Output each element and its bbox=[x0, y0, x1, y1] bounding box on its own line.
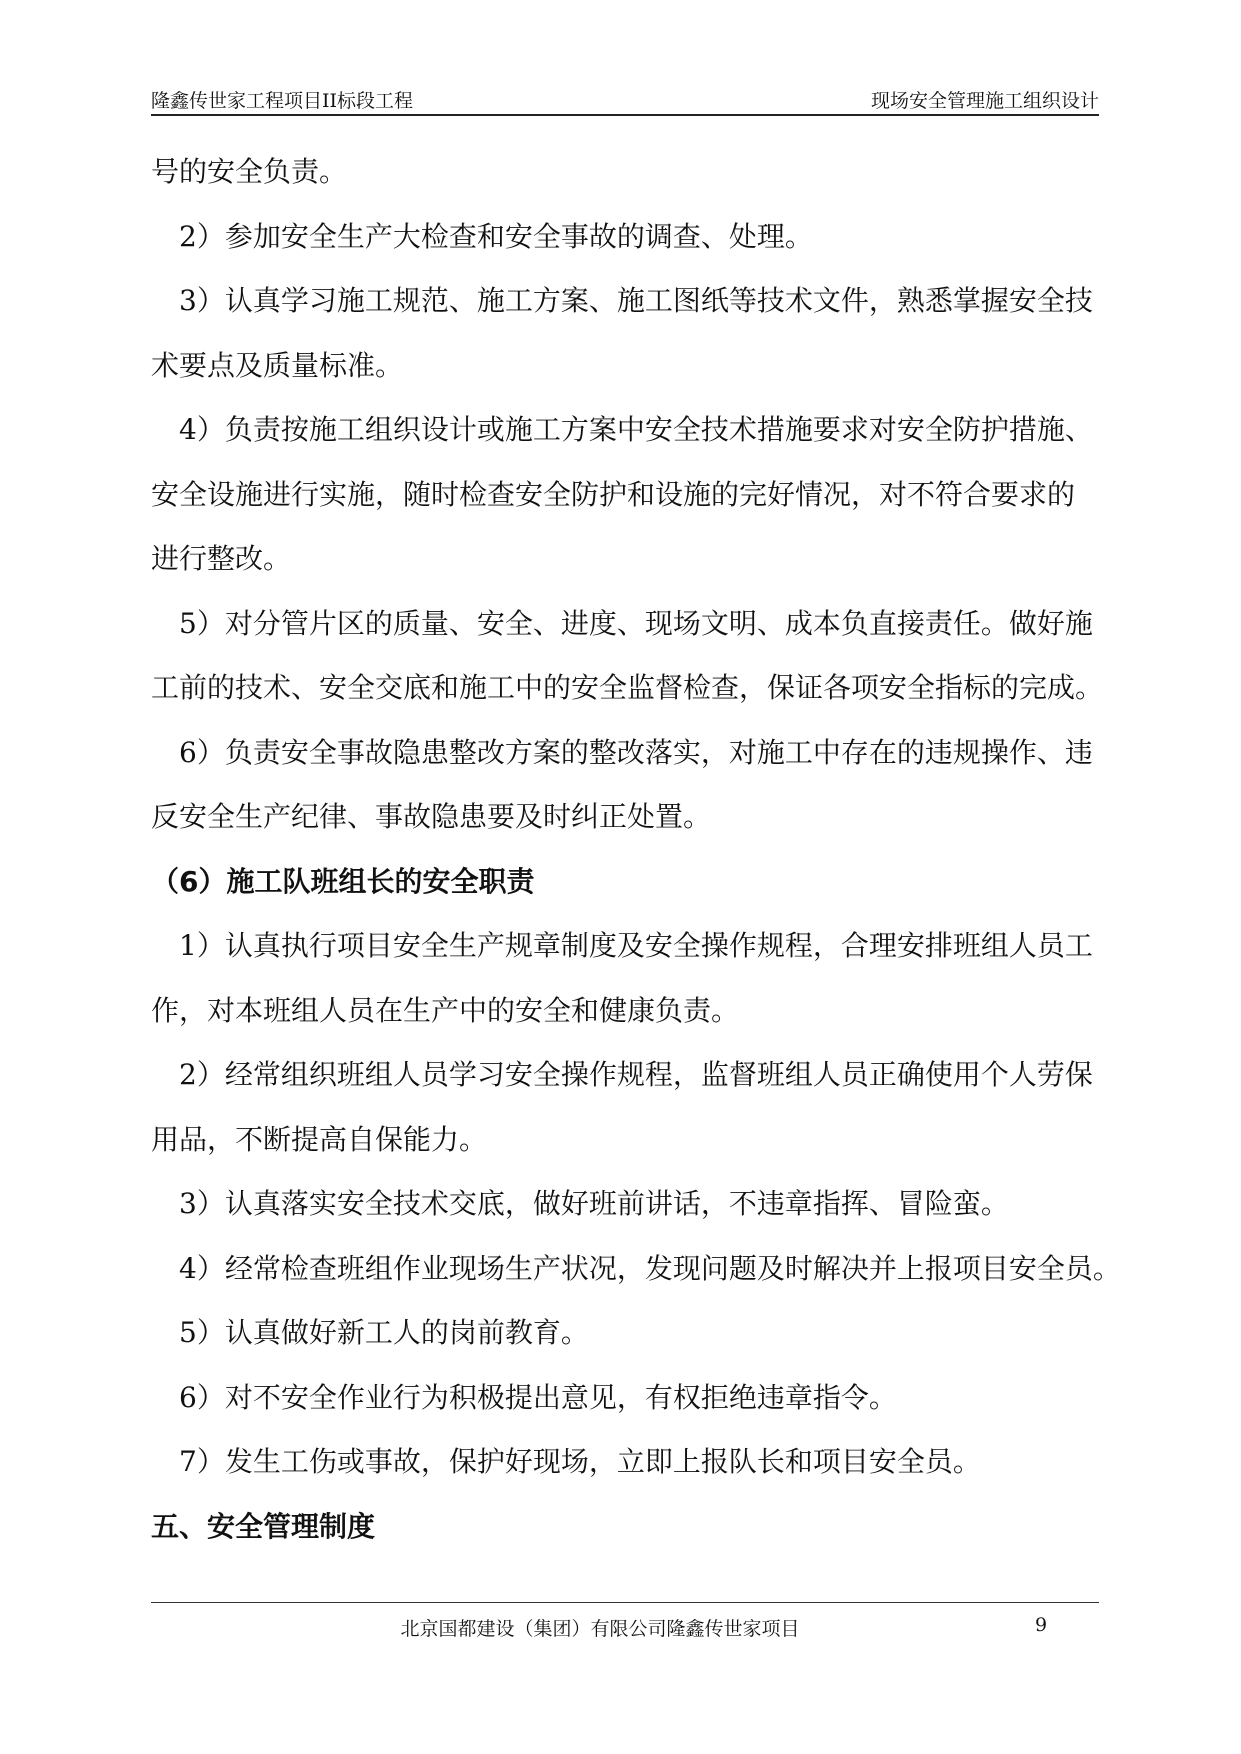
text-line: 用品，不断提高自保能力。 bbox=[151, 1122, 488, 1156]
header-project-title: 隆鑫传世家工程项目II标段工程 bbox=[151, 90, 414, 112]
page-body bbox=[151, 151, 1121, 1570]
header-document-title: 现场安全管理施工组织设计 bbox=[870, 90, 1099, 112]
text-line: 1）认真执行项目安全生产规章制度及安全操作规程，合理安排班组人员工 bbox=[179, 929, 1093, 962]
text-line: 2）经常组织班组人员学习安全操作规程，监督班组人员正确使用个人劳保 bbox=[179, 1058, 1093, 1091]
footer-divider bbox=[151, 1602, 1099, 1603]
text-line: 3）认真学习施工规范、施工方案、施工图纸等技术文件，熟悉掌握安全技 bbox=[179, 284, 1093, 317]
footer-company: 北京国都建设（集团）有限公司隆鑫传世家项目 bbox=[400, 1618, 800, 1640]
header-divider bbox=[151, 114, 1099, 116]
text-line: 作，对本班组人员在生产中的安全和健康负责。 bbox=[151, 993, 740, 1027]
text-line: 进行整改。 bbox=[151, 542, 292, 575]
text-line: 反安全生产纪律、事故隐患要及时纠正处置。 bbox=[151, 800, 712, 833]
text-line: 2）参加安全生产大检查和安全事故的调查、处理。 bbox=[179, 219, 813, 253]
text-line: 4）负责按施工组织设计或施工方案中安全技术措施要求对安全防护措施、 bbox=[179, 413, 1093, 446]
page-number: 9 bbox=[1035, 1614, 1048, 1636]
text-line: 号的安全负责。 bbox=[151, 155, 348, 188]
text-line: 6）负责安全事故隐患整改方案的整改落实，对施工中存在的违规操作、违 bbox=[179, 735, 1093, 769]
text-line: 4）经常检查班组作业现场生产状况，发现问题及时解决并上报项目安全员。 bbox=[179, 1251, 1121, 1285]
text-line: 6）对不安全作业行为积极提出意见，有权拒绝违章指令。 bbox=[179, 1380, 897, 1414]
text-line: 5）认真做好新工人的岗前教育。 bbox=[179, 1316, 589, 1349]
text-line: 安全设施进行实施，随时检查安全防护和设施的完好情况，对不符合要求的 bbox=[151, 477, 1076, 511]
text-line: 工前的技术、安全交底和施工中的安全监督检查，保证各项安全指标的完成。 bbox=[151, 671, 1104, 704]
text-line: 5）对分管片区的质量、安全、进度、现场文明、成本负直接责任。做好施 bbox=[179, 606, 1093, 640]
section-heading: 五、安全管理制度 bbox=[151, 1509, 376, 1543]
section-heading: （6）施工队班组长的安全职责 bbox=[151, 864, 535, 898]
text-line: 术要点及质量标准。 bbox=[151, 348, 404, 382]
text-line: 7）发生工伤或事故，保护好现场，立即上报队长和项目安全员。 bbox=[179, 1445, 981, 1478]
text-line: 3）认真落实安全技术交底，做好班前讲话，不违章指挥、冒险蛮。 bbox=[179, 1187, 1009, 1220]
